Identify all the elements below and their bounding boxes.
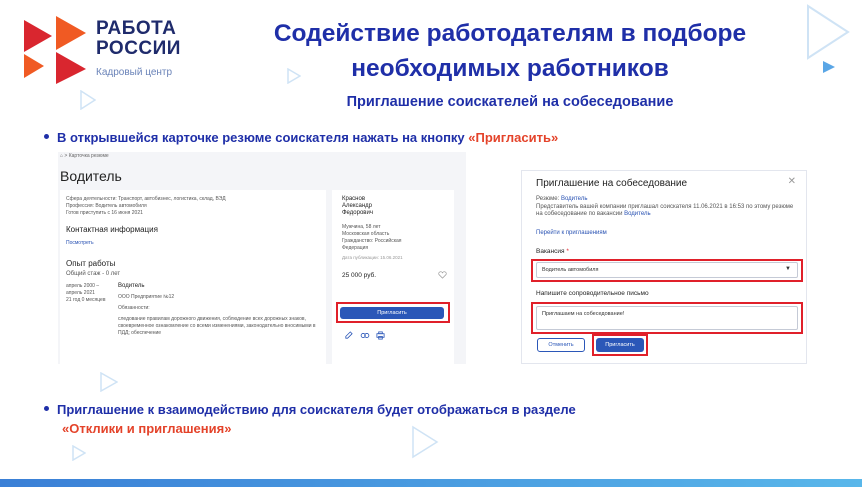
decor-triangle-icon bbox=[806, 4, 850, 60]
bullet-dot-icon bbox=[44, 134, 49, 139]
resume-invite-button[interactable]: Пригласить bbox=[340, 307, 444, 319]
logo-text bbox=[96, 19, 181, 59]
modal-note-link[interactable]: Водитель bbox=[624, 211, 651, 217]
resume-screenshot bbox=[58, 152, 466, 364]
print-icon[interactable] bbox=[376, 331, 385, 340]
resume-main-card bbox=[60, 190, 326, 364]
experience-position: Водитель bbox=[118, 283, 145, 289]
modal-invite-button[interactable]: Пригласить bbox=[596, 338, 644, 352]
bullet-2 bbox=[44, 400, 804, 438]
logo-line2: РОССИИ bbox=[96, 38, 181, 59]
salary: 25 000 руб. bbox=[342, 272, 377, 279]
modal-note bbox=[536, 204, 796, 218]
highlight-frame bbox=[531, 259, 803, 282]
link-icon[interactable] bbox=[360, 331, 370, 340]
candidate-meta: Гражданство: Российская Федерация bbox=[342, 238, 402, 251]
decor-triangle-icon bbox=[72, 445, 86, 461]
candidate-surname: Краснов bbox=[342, 196, 366, 202]
edit-icon[interactable] bbox=[344, 331, 353, 340]
cancel-button[interactable]: Отменить bbox=[537, 338, 585, 352]
modal-title: Приглашение на собеседование bbox=[536, 178, 688, 189]
chevron-down-icon: ▼ bbox=[785, 266, 791, 272]
candidate-meta: Мужчина, 58 лет bbox=[342, 224, 381, 230]
logo-subtitle: Кадровый центр bbox=[96, 67, 173, 78]
close-icon[interactable]: ✕ bbox=[787, 176, 796, 187]
highlight-frame bbox=[592, 334, 648, 356]
candidate-meta: Московская область bbox=[342, 231, 390, 237]
letter-textarea[interactable]: Приглашаем на собеседование! bbox=[536, 306, 798, 330]
experience-total: Общий стаж - 0 лет bbox=[66, 271, 121, 277]
breadcrumb[interactable]: ⌂ > Карточка резюме bbox=[60, 153, 109, 159]
letter-label: Напишите сопроводительное письмо bbox=[536, 290, 649, 297]
resume-info-line: Готов приступить с 16 июня 2021 bbox=[66, 210, 143, 216]
contact-header: Контактная информация bbox=[66, 225, 158, 234]
modal-resume-line bbox=[536, 196, 587, 203]
bullet-dot-icon bbox=[44, 406, 49, 411]
decor-triangle-icon bbox=[80, 90, 96, 110]
resume-info-line: Сфера деятельности: Транспорт, автобизнес, логистика, склад, ВЭД bbox=[66, 196, 226, 202]
experience-duration: 21 год 0 месяцев bbox=[66, 297, 106, 303]
heart-icon[interactable] bbox=[438, 271, 447, 279]
bullet-2-text: Приглашение к взаимодействию для соискателя будет отображаться в разделе bbox=[57, 402, 576, 417]
decor-triangle-icon bbox=[822, 60, 836, 74]
go-to-invitations-link[interactable]: Перейти к приглашениям bbox=[536, 230, 607, 236]
modal-resume-link[interactable]: Водитель bbox=[560, 196, 588, 202]
invite-modal bbox=[521, 170, 807, 364]
highlight-frame bbox=[531, 302, 803, 334]
experience-header: Опыт работы bbox=[66, 259, 116, 268]
highlight-frame bbox=[336, 302, 450, 323]
experience-duties-label: Обязанности: bbox=[118, 305, 150, 311]
resume-info-line: Профессия: Водитель автомобиля bbox=[66, 203, 147, 209]
bullet-1 bbox=[44, 128, 804, 147]
bullet-2-accent: «Отклики и приглашения» bbox=[62, 421, 232, 436]
candidate-patronymic: Федорович bbox=[342, 210, 373, 216]
decor-triangle-icon bbox=[100, 372, 118, 392]
slide-subtitle: Приглашение соискателей на собеседование bbox=[346, 94, 674, 110]
resume-side-card bbox=[332, 190, 454, 364]
bullet-1-text: В открывшейся карточке резюме соискателя нажать на кнопку bbox=[57, 130, 469, 145]
vacancy-select-value: Водитель автомобиля bbox=[542, 267, 599, 273]
bullet-1-accent: «Пригласить» bbox=[468, 130, 559, 145]
publication-date: Дата публикации: 15.06.2021 bbox=[342, 255, 403, 260]
bottom-bar bbox=[0, 479, 862, 487]
candidate-name: Александр bbox=[342, 203, 373, 209]
slide-title: Содействие работодателям в подборе необходимых работников bbox=[273, 20, 747, 82]
modal-resume-label: Резюме: bbox=[536, 196, 561, 202]
modal-note-text: Представитель вашей компании приглашал соискателя 11.06.2021 в 16:53 по этому резюме на собеседование по вакансии bbox=[536, 204, 794, 217]
experience-duties: следование правилам дорожного движения, соблюдение всех дорожных знаков, своевременное ознакомление со всеми изменениями, законодательно вносимыми в ПДД; обеспечение bbox=[118, 316, 316, 336]
contact-show-link[interactable]: Посмотреть bbox=[66, 240, 94, 246]
vacancy-label: Вакансия * bbox=[536, 248, 569, 255]
experience-period: апрель 2000 – апрель 2021 bbox=[66, 283, 100, 296]
experience-company: ООО Предприятие №12 bbox=[118, 294, 175, 300]
logo-line1: РАБОТА bbox=[96, 18, 177, 39]
resume-title: Водитель bbox=[60, 168, 122, 184]
vacancy-label-text: Вакансия bbox=[536, 248, 565, 255]
